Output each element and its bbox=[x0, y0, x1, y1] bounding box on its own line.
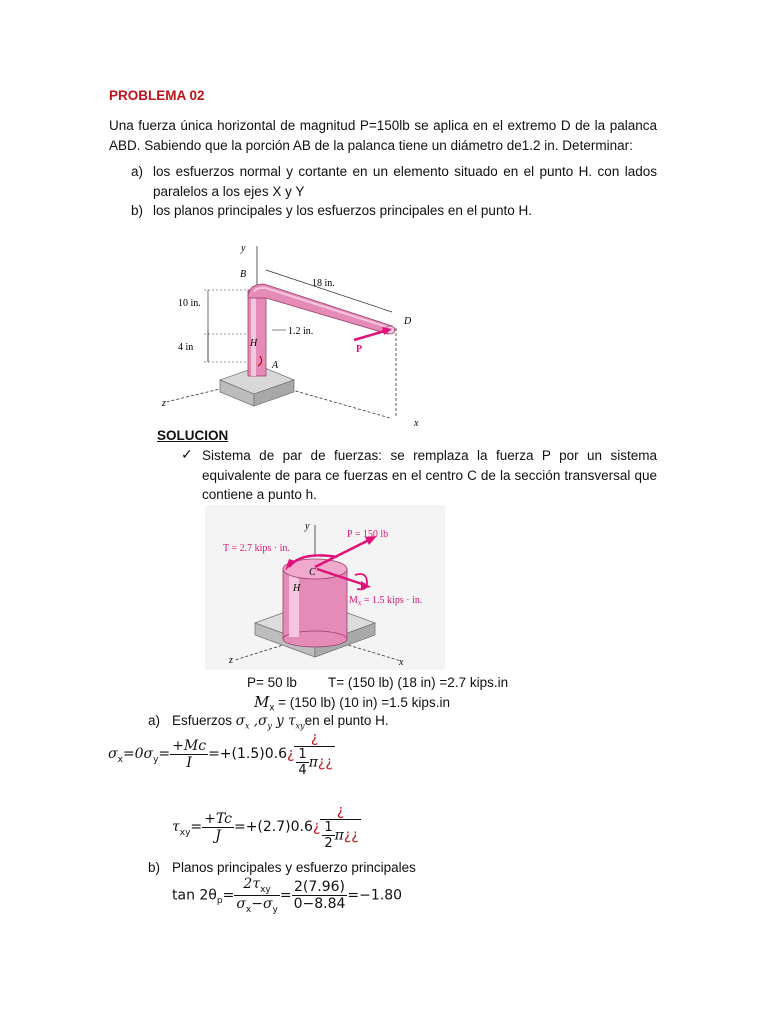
label-12in: 1.2 in. bbox=[288, 326, 314, 337]
problem-title: PROBLEMA 02 bbox=[109, 88, 205, 103]
equation-sigma: $\sigma_x=0\sigma_y=$ $\frac{+Mc}{I}$ =+(1.5)0.6¿ ¿ $\frac{1}{4}$ π¿¿ bbox=[108, 730, 333, 778]
part-b-label: b) bbox=[148, 860, 161, 875]
solution-text: Sistema de par de fuerzas: se remplaza la fuerza P por un sistema equivalente de para ce fuerzas en el centro C de la sección transversal que contiene a punto h. bbox=[202, 448, 657, 502]
force-p-arrow bbox=[354, 330, 388, 340]
label-10in: 10 in. bbox=[178, 298, 201, 309]
list-item bbox=[109, 201, 657, 221]
force-couple-figure bbox=[205, 505, 445, 670]
result-p: P= 50 lb bbox=[247, 675, 297, 690]
item-label: a) bbox=[131, 164, 144, 179]
check-icon: ✓ bbox=[181, 446, 193, 462]
label-x: x bbox=[399, 657, 404, 668]
list-item bbox=[109, 162, 657, 201]
problem-statement bbox=[109, 116, 657, 221]
label-h: H bbox=[293, 583, 301, 594]
equation-tan: $\tan 2\theta_p=$ $\frac{2\tau_{xy}}{\sigma_x-\sigma_y}$ = $\frac{2(7.96)}{0-8.84}$ =−1.80 bbox=[172, 876, 403, 915]
arm-bd bbox=[248, 284, 392, 334]
item-label: b) bbox=[131, 203, 144, 218]
rod-highlight bbox=[251, 290, 256, 376]
label-z: z bbox=[229, 655, 233, 666]
label-p: P = 150 lb bbox=[347, 529, 389, 540]
equation-tau: $\tau_{xy}=$ $\frac{+Tc}{J}$ =+(2.7)0.6¿ ¿ $\frac{1}{2}$ π¿¿ bbox=[172, 803, 359, 851]
part-a-label: a) bbox=[148, 713, 161, 728]
rod-ab bbox=[248, 290, 266, 376]
label-t: T = 2.7 kips · in. bbox=[223, 543, 290, 554]
label-4in: 4 in bbox=[178, 342, 194, 353]
label-x: x bbox=[414, 418, 419, 429]
label-y: y bbox=[305, 521, 310, 532]
part-b-text: Planos principales y esfuerzo principales bbox=[172, 860, 416, 875]
label-c: C bbox=[309, 567, 316, 578]
item-text: los planos principales y los esfuerzos principales en el punto H. bbox=[153, 203, 532, 218]
label-b: B bbox=[240, 269, 247, 280]
label-z: z bbox=[162, 398, 166, 409]
part-a-text: Esfuerzos $\sigma_x$ $,\sigma_y$ y $\tau_{xy}en$ el punto H. bbox=[172, 713, 389, 731]
solution-heading: SOLUCION bbox=[157, 428, 229, 443]
label-d: D bbox=[404, 316, 412, 327]
label-p: P bbox=[356, 344, 363, 355]
label-18in: 18 in. bbox=[312, 278, 335, 289]
lever-figure bbox=[160, 240, 430, 430]
label-h: H bbox=[250, 338, 258, 349]
item-text: los esfuerzos normal y cortante en un elemento situado en el punto H. con lados paralelos a los ejes X y Y bbox=[153, 164, 657, 199]
result-t: T= (150 lb) (18 in) =2.7 kips.in bbox=[328, 675, 509, 690]
intro-text: Una fuerza única horizontal de magnitud P=150lb se aplica en el extremo D de la palanca ABD. Sabiendo que la porción AB de la palanca tiene un diámetro de1.2 in. Determinar: bbox=[109, 118, 657, 153]
label-mx: $M_x = 1.5$ kips · in. bbox=[349, 595, 423, 607]
result-m: $M_x = (150$ lb) (10 in) =1.5 kips.in bbox=[254, 693, 450, 714]
label-y: y bbox=[241, 243, 246, 254]
label-a: A bbox=[272, 360, 279, 371]
